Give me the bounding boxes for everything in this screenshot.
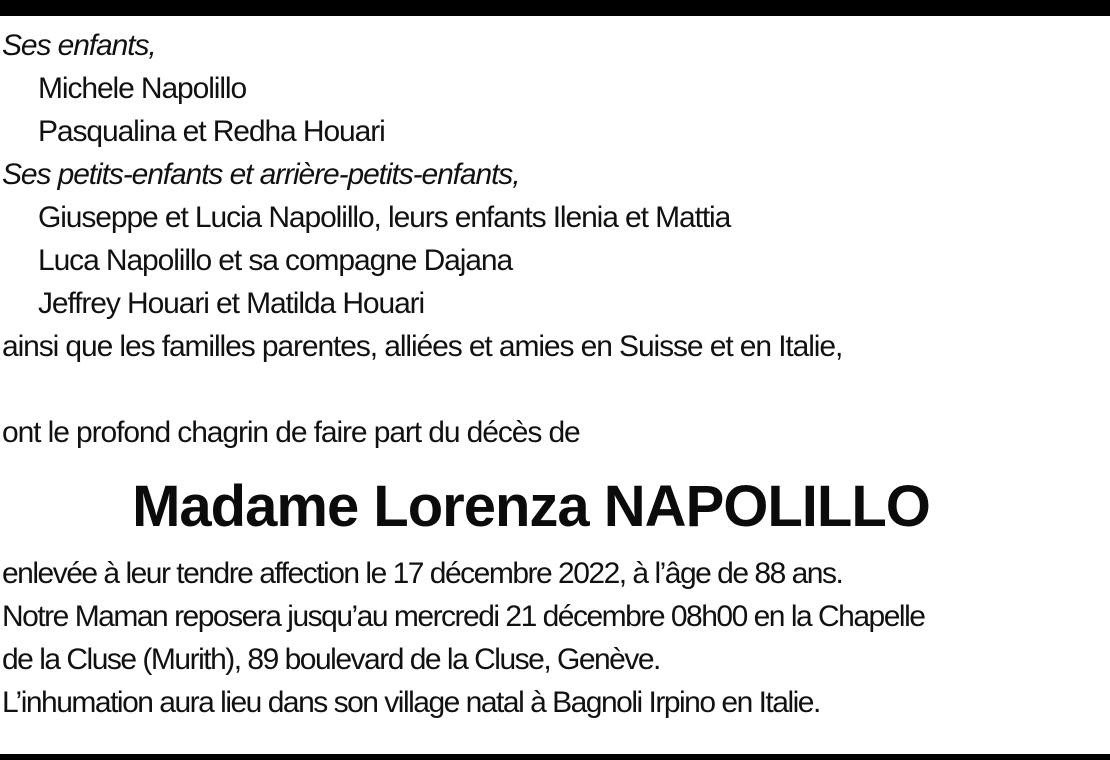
blank-line xyxy=(2,368,1110,411)
announcement-line: ont le profond chagrin de faire part du décès de xyxy=(2,416,580,449)
death-notice xyxy=(2,24,1110,724)
details-line: L’inhumation aura lieu dans son village natal à Bagnoli Irpino en Italie. xyxy=(2,686,820,719)
top-border-rule xyxy=(0,0,1110,16)
details-line: de la Cluse (Murith), 89 boulevard de la Cluse, Genève. xyxy=(2,643,660,676)
families-line: ainsi que les familles parentes, alliées et amies en Suisse et en Italie, xyxy=(2,330,843,363)
children-heading: Ses enfants, xyxy=(2,29,156,62)
deceased-name: Madame Lorenza NAPOLILLO xyxy=(132,474,930,539)
details-line: Notre Maman reposera jusqu’au mercredi 21 décembre 08h00 en la Chapelle xyxy=(2,600,925,633)
notice-details xyxy=(2,552,1110,724)
grandchild-name: Jeffrey Houari et Matilda Houari xyxy=(38,287,425,320)
bottom-border-rule xyxy=(0,754,1110,760)
details-line: enlevée à leur tendre affection le 17 décembre 2022, à l’âge de 88 ans. xyxy=(2,557,843,590)
child-name: Pasqualina et Redha Houari xyxy=(38,115,385,148)
grandchild-name: Luca Napolillo et sa compagne Dajana xyxy=(38,244,513,277)
grandchildren-heading: Ses petits-enfants et arrière-petits-enfants, xyxy=(2,158,520,191)
grandchild-name: Giuseppe et Lucia Napolillo, leurs enfants Ilenia et Mattia xyxy=(38,201,731,234)
child-name: Michele Napolillo xyxy=(38,72,247,105)
